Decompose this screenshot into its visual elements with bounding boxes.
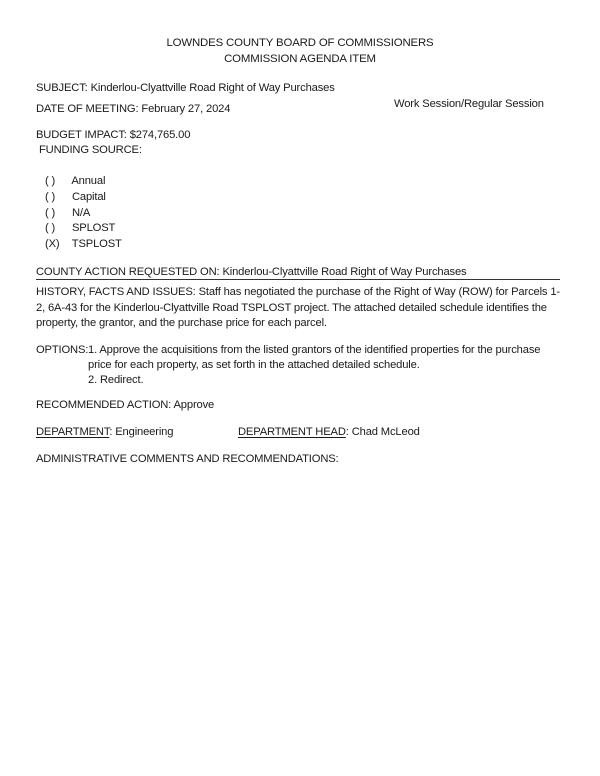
- section-divider: [36, 279, 560, 280]
- recommended-action-field: [36, 398, 214, 412]
- recommended-action-label: RECOMMENDED ACTION:: [36, 399, 172, 411]
- checkbox-mark-checked: (X): [45, 238, 60, 250]
- county-action-value: Kinderlou-Clyattville Road Right of Way Purchases: [222, 266, 467, 278]
- funding-option-na: [45, 206, 90, 220]
- checkbox-mark: ( ): [45, 175, 56, 187]
- funding-option-splost: [45, 221, 115, 235]
- county-action-field: [36, 265, 467, 279]
- budget-impact-label: BUDGET IMPACT:: [36, 129, 127, 141]
- checkbox-mark: ( ): [45, 222, 56, 234]
- department-head-colon: :: [345, 426, 352, 438]
- org-title: LOWNDES COUNTY BOARD OF COMMISSIONERS: [166, 37, 434, 49]
- option-1: 1. Approve the acquisitions from the listed grantors of the identified properties for the purchase: [88, 344, 541, 356]
- history-text: Staff has negotiated the purchase of the Right of Way (ROW) for Parcels 1-2, 6A-43 for the Kinderlou-Clyattville Road TSPLOST project. The attached detailed schedule identifies the property, the grantor, and the purchase price for each parcel.: [36, 286, 560, 329]
- funding-option-annual: [45, 174, 105, 188]
- subject-value: Kinderlou-Clyattville Road Right of Way Purchases: [90, 82, 335, 94]
- funding-option-capital: [45, 190, 106, 204]
- funding-option-label: TSPLOST: [71, 238, 122, 250]
- department-head-label: DEPARTMENT HEAD: [238, 426, 346, 438]
- funding-option-label: N/A: [71, 207, 91, 219]
- funding-source-label: FUNDING SOURCE:: [39, 144, 142, 156]
- funding-option-label: Capital: [71, 191, 106, 203]
- funding-option-label: SPLOST: [71, 222, 116, 234]
- history-label: HISTORY, FACTS AND ISSUES:: [36, 286, 196, 298]
- meeting-date-field: [36, 102, 230, 116]
- department-head-field: [238, 425, 420, 439]
- option-1-continued: price for each property, as set forth in the attached detailed schedule.: [88, 359, 420, 371]
- department-field: [36, 425, 173, 439]
- county-action-label: COUNTY ACTION REQUESTED ON:: [36, 266, 220, 278]
- meeting-date-value: February 27, 2024: [141, 103, 231, 115]
- department-value: Engineering: [115, 426, 174, 438]
- checkbox-mark: ( ): [45, 191, 56, 203]
- department-label: DEPARTMENT: [36, 426, 110, 438]
- checkbox-mark: ( ): [45, 207, 56, 219]
- recommended-action-value: Approve: [173, 399, 215, 411]
- subject-field: [36, 81, 335, 95]
- department-head-value: Chad McLeod: [351, 426, 420, 438]
- meeting-date-label: DATE OF MEETING:: [36, 103, 139, 115]
- options-label: OPTIONS:: [36, 344, 89, 356]
- budget-impact-field: [36, 128, 190, 142]
- funding-option-label: Annual: [71, 175, 106, 187]
- history-facts-issues: [36, 285, 564, 332]
- subject-label: SUBJECT:: [36, 82, 88, 94]
- document-title: COMMISSION AGENDA ITEM: [224, 53, 376, 65]
- funding-option-tsplost: [45, 237, 122, 251]
- session-type: Work Session/Regular Session: [394, 98, 544, 110]
- department-colon: :: [109, 426, 116, 438]
- admin-comments-label: ADMINISTRATIVE COMMENTS AND RECOMMENDATIONS:: [36, 453, 339, 465]
- budget-impact-value: $274,765.00: [129, 129, 191, 141]
- option-2: 2. Redirect.: [88, 374, 144, 386]
